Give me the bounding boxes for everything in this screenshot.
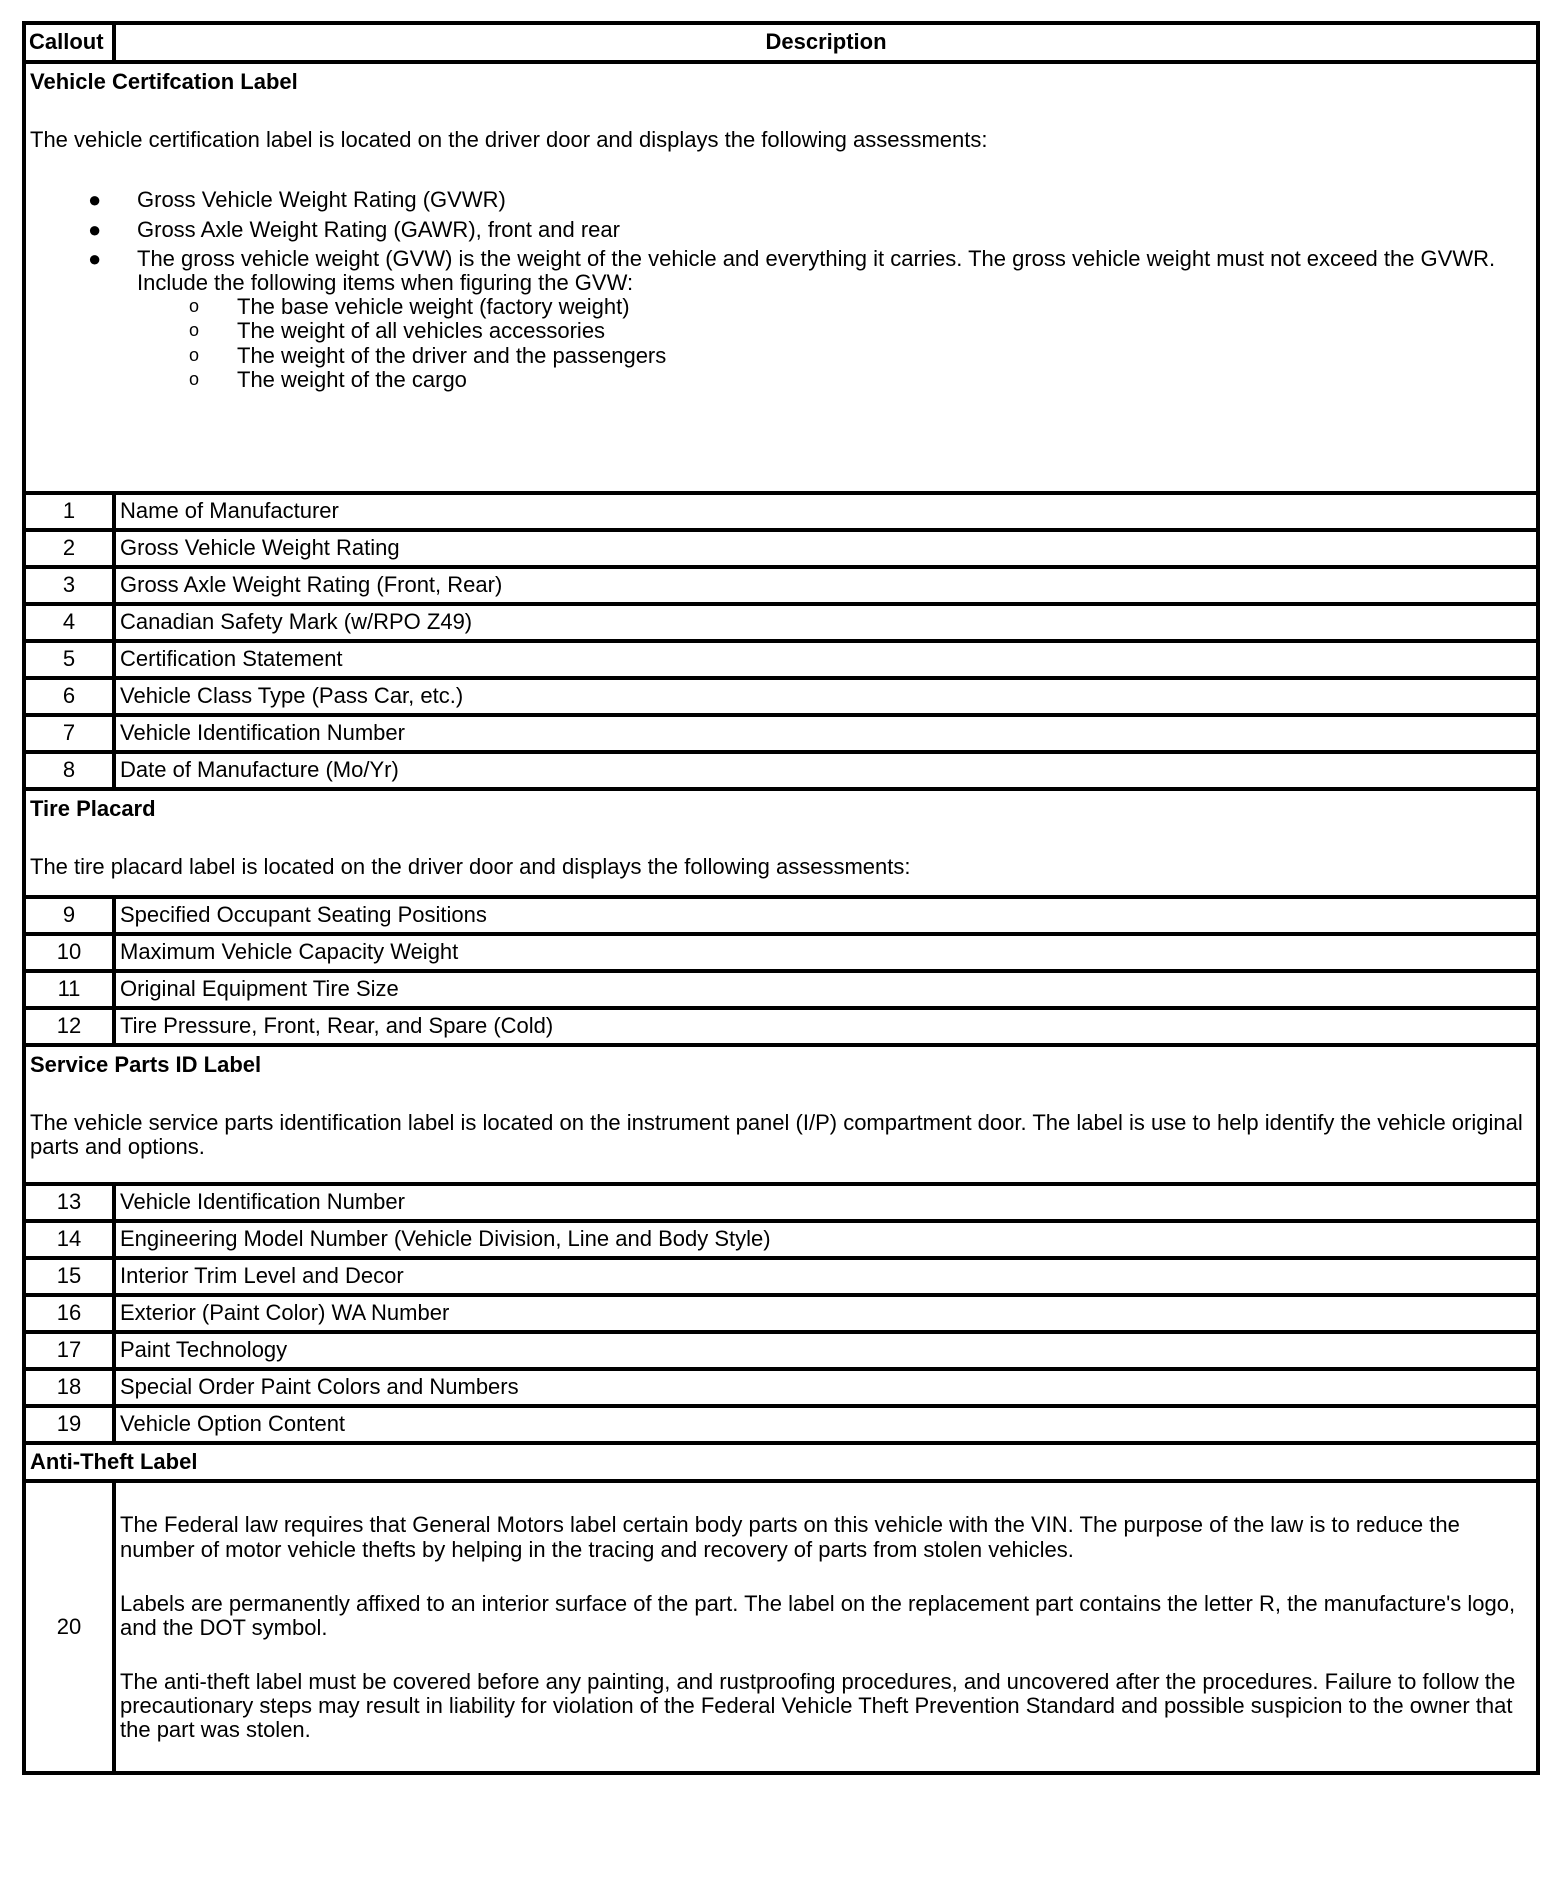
description-paragraph: The anti-theft label must be covered before any painting, and rustproofing procedures, and uncovered after the procedures. Failure to follow the precautionary steps may result in liability for violation of the Federal Vehicle Theft Prevention Standard and possible suspicion to the owner that the part was stolen. (120, 1669, 1516, 1743)
callout-description: Gross Axle Weight Rating (Front, Rear) (114, 567, 1538, 604)
table-row (24, 604, 1538, 641)
callout-number: 15 (24, 1258, 114, 1295)
callout-number: 13 (24, 1184, 114, 1221)
table-row (24, 1369, 1538, 1406)
section-row-anti-theft (24, 1443, 1538, 1481)
callout-number: 7 (24, 715, 114, 752)
table-row (24, 493, 1538, 530)
hollow-bullet-icon: o (189, 344, 200, 365)
callout-description: Canadian Safety Mark (w/RPO Z49) (114, 604, 1538, 641)
column-header-callout: Callout (24, 23, 114, 62)
callout-number: 1 (24, 493, 114, 530)
table-row (24, 1295, 1538, 1332)
hollow-bullet-icon: o (189, 320, 200, 341)
column-header-description: Description (114, 23, 1538, 62)
section-title: Vehicle Certifcation Label (30, 69, 298, 94)
callout-description: Date of Manufacture (Mo/Yr) (114, 752, 1538, 789)
callout-description: Certification Statement (114, 641, 1538, 678)
section-cell (24, 1045, 1538, 1184)
table-row (24, 897, 1538, 934)
table-row (24, 1184, 1538, 1221)
callout-number: 18 (24, 1369, 114, 1406)
bullet-text: Gross Vehicle Weight Rating (GVWR) (137, 187, 506, 213)
section-title: Service Parts ID Label (30, 1052, 262, 1077)
callout-number: 4 (24, 604, 114, 641)
description-paragraph: The Federal law requires that General Motors label certain body parts on this vehicle with the VIN. The purpose of the law is to reduce the number of motor vehicle thefts by helping in the tracing and recovery of parts from stolen vehicles. (120, 1512, 1460, 1562)
section-cell (24, 62, 1538, 493)
table-row (24, 1406, 1538, 1443)
bullet-text: Gross Axle Weight Rating (GAWR), front and rear (137, 216, 620, 242)
callout-number: 10 (24, 934, 114, 971)
callout-description: Engineering Model Number (Vehicle Division, Line and Body Style) (114, 1221, 1538, 1258)
bullet-list (30, 188, 1532, 392)
callout-description (114, 1481, 1538, 1773)
callout-number: 6 (24, 678, 114, 715)
callout-description: Special Order Paint Colors and Numbers (114, 1369, 1538, 1406)
callout-description: Tire Pressure, Front, Rear, and Spare (Cold) (114, 1008, 1538, 1045)
bullet-item (30, 247, 1532, 392)
callout-description: Interior Trim Level and Decor (114, 1258, 1538, 1295)
callout-description: Specified Occupant Seating Positions (114, 897, 1538, 934)
table-row (24, 971, 1538, 1008)
table-row (24, 752, 1538, 789)
bullet-icon: ● (88, 245, 102, 271)
section-title: Tire Placard (30, 796, 156, 821)
sub-bullet-text: The base vehicle weight (factory weight) (237, 294, 630, 320)
section-title: Anti-Theft Label (30, 1448, 198, 1474)
callout-number: 8 (24, 752, 114, 789)
bullet-item (30, 188, 1532, 212)
callout-number: 9 (24, 897, 114, 934)
callout-number: 19 (24, 1406, 114, 1443)
section-row-vehicle-certification (24, 62, 1538, 493)
callout-description-table (22, 21, 1540, 1775)
sub-bullet-text: The weight of all vehicles accessories (237, 318, 606, 344)
section-cell (24, 789, 1538, 897)
bullet-icon: ● (88, 216, 102, 242)
callout-number: 20 (24, 1481, 114, 1773)
table-row (24, 1258, 1538, 1295)
table-row (24, 1481, 1538, 1773)
sub-bullet-item (137, 344, 1532, 368)
table-row (24, 715, 1538, 752)
section-intro: The vehicle service parts identification label is located on the instrument panel (I/P) compartment door. The label is use to help identify the vehicle original parts and options. (30, 1110, 1523, 1160)
callout-description: Maximum Vehicle Capacity Weight (114, 934, 1538, 971)
callout-description: Paint Technology (114, 1332, 1538, 1369)
callout-number: 12 (24, 1008, 114, 1045)
table-row (24, 678, 1538, 715)
callout-number: 17 (24, 1332, 114, 1369)
section-row-tire-placard (24, 789, 1538, 897)
sub-bullet-item (137, 368, 1532, 392)
sub-bullet-item (137, 295, 1532, 319)
callout-description: Vehicle Identification Number (114, 715, 1538, 752)
callout-number: 5 (24, 641, 114, 678)
callout-description: Gross Vehicle Weight Rating (114, 530, 1538, 567)
callout-description: Exterior (Paint Color) WA Number (114, 1295, 1538, 1332)
section-cell (24, 1443, 1538, 1481)
table-header-row (24, 23, 1538, 62)
sub-bullet-item (137, 319, 1532, 343)
section-intro: The vehicle certification label is located on the driver door and displays the following assessments: (30, 127, 988, 153)
sub-bullet-text: The weight of the cargo (237, 366, 467, 392)
section-intro: The tire placard label is located on the driver door and displays the following assessments: (30, 854, 911, 880)
callout-number: 3 (24, 567, 114, 604)
callout-description: Name of Manufacturer (114, 493, 1538, 530)
hollow-bullet-icon: o (189, 296, 200, 317)
callout-number: 16 (24, 1295, 114, 1332)
callout-number: 14 (24, 1221, 114, 1258)
table-row (24, 530, 1538, 567)
callout-description: Vehicle Class Type (Pass Car, etc.) (114, 678, 1538, 715)
callout-number: 11 (24, 971, 114, 1008)
table-row (24, 1332, 1538, 1369)
sub-bullet-text: The weight of the driver and the passengers (237, 342, 667, 368)
bullet-text: The gross vehicle weight (GVW) is the weight of the vehicle and everything it carries. The gross vehicle weight must not exceed the GVWR. Include the following items when figuring the GVW: (137, 245, 1496, 295)
section-row-service-parts (24, 1045, 1538, 1184)
table-row (24, 641, 1538, 678)
callout-description: Vehicle Option Content (114, 1406, 1538, 1443)
description-paragraph: Labels are permanently affixed to an interior surface of the part. The label on the replacement part contains the letter R, the manufacture's logo, and the DOT symbol. (120, 1590, 1516, 1640)
hollow-bullet-icon: o (189, 368, 200, 389)
table-row (24, 1008, 1538, 1045)
sub-bullet-list (137, 295, 1532, 392)
bullet-icon: ● (88, 187, 102, 213)
table-row (24, 1221, 1538, 1258)
callout-description: Vehicle Identification Number (114, 1184, 1538, 1221)
callout-description: Original Equipment Tire Size (114, 971, 1538, 1008)
callout-number: 2 (24, 530, 114, 567)
table-row (24, 567, 1538, 604)
table-row (24, 934, 1538, 971)
bullet-item (30, 218, 1532, 242)
